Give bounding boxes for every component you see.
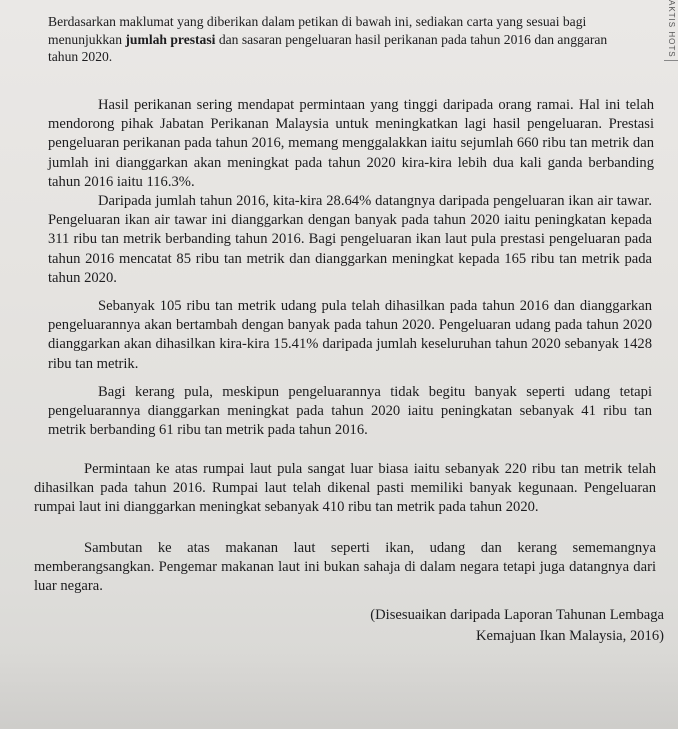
source-line-2: Kemajuan Ikan Malaysia, 2016) — [475, 628, 664, 644]
instruction-text-part2: dan sasaran pengeluaran hasil perikanan pada tahun 2016 dan anggaran tahun 2020. — [48, 31, 608, 64]
paragraph-3: Sebanyak 105 ribu tan metrik udang pula telah dihasilkan pada tahun 2016 dan dianggarkan pengeluarannya akan bertambah dengan banyak pada tahun 2020. Pengeluaran udang pada tahun 2020 dianggarkan akan dihasilkan kira-kira 15.41% daripada jumlah keseluruhan tahun 2020 sebanyak 1428 ribu tan metrik. — [48, 298, 652, 372]
paper-shadow — [0, 649, 678, 729]
instruction-text-part1: Berdasarkan maklumat yang diberikan dalam petikan di bawah ini, sediakan carta yang sesuai bagi menunjukkan — [48, 14, 587, 47]
instruction-bold-text: jumlah prestasi — [125, 31, 216, 47]
paragraph-4: Bagi kerang pula, meskipun pengeluarannya tidak begitu banyak seperti udang tetapi pengeluarannya dianggarkan meningkat pada tahun 2020 iaitu peningkatan sebanyak 41 ribu tan metrik berbanding 61 ribu tan metrik pada tahun 2016. — [48, 384, 652, 439]
question-instruction — [48, 13, 638, 66]
paragraph-5: Permintaan ke atas rumpai laut pula sangat luar biasa iaitu sebanyak 220 ribu tan metrik telah dihasilkan pada tahun 2016. Rumpai laut telah dikenal pasti memiliki banyak kegunaan. Pengeluaran rumpai laut ini dianggarkan meningkat sebanyak 410 ribu tan metrik pada tahun 2020. — [34, 461, 656, 516]
paragraph-6: Sambutan ke atas makanan laut seperti ikan, udang dan kerang sememangnya memberangsangkan. Pengemar makanan laut ini bukan sahaja di dalam negara tetapi juga datangnya dari luar negara. — [34, 540, 656, 595]
source-citation — [324, 605, 664, 647]
source-line-1: (Disesuaikan daripada Laporan Tahunan Lembaga — [370, 607, 664, 623]
paragraph-2: Daripada jumlah tahun 2016, kita-kira 28.64% datangnya daripada pengeluaran ikan air tawar. Pengeluaran ikan air tawar ini dianggarkan dengan banyak pada tahun 2020 iaitu peningkatan kepada 311 ribu tan metrik berbanding tahun 2016. Bagi pengeluaran ikan laut pula prestasi pengeluaran pada tahun 2016 mencatat 85 ribu tan metrik dan dianggarkan meningkat kepada 165 ribu tan metrik pada tahun 2020. — [48, 193, 652, 286]
page-side-tab: AKTIS HOTS — [667, 0, 676, 58]
paragraph-1: Hasil perikanan sering mendapat permintaan yang tinggi daripada orang ramai. Hal ini telah mendorong pihak Jabatan Perikanan Malaysia untuk meningkatkan lagi hasil pengeluaran. Prestasi pengeluaran perikanan pada tahun 2016, memang menggalakkan iaitu sejumlah 660 ribu tan metrik dan jumlah ini dianggarkan akan meningkat pada tahun 2020 kira-kira lebih dua kali ganda berbanding tahun 2016 iaitu 116.3%. — [48, 97, 654, 190]
margin-divider — [664, 60, 678, 61]
